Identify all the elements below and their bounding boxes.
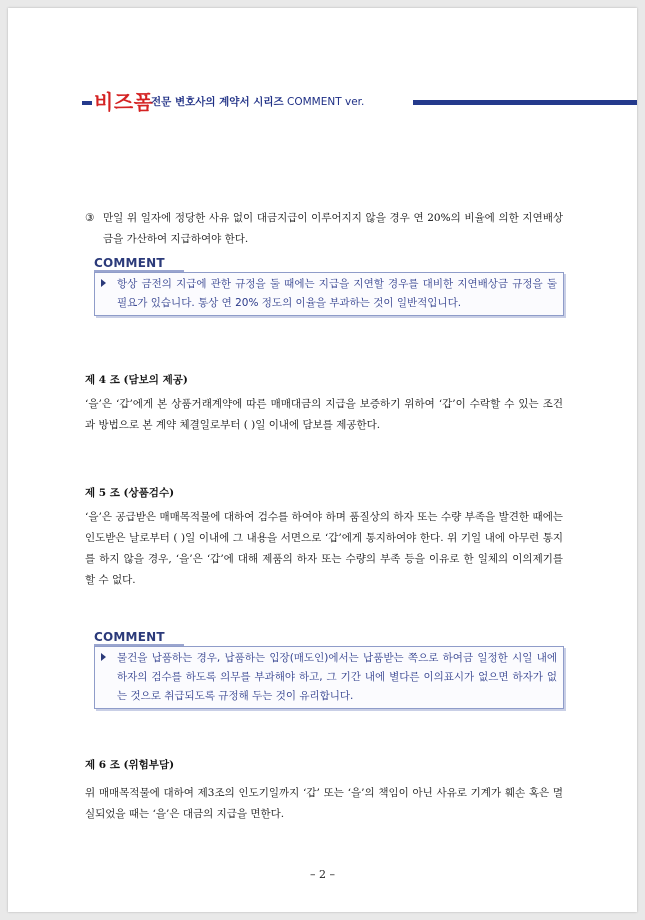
comment-box-1 xyxy=(94,256,564,316)
article-5-text: ‘을’은 공급받은 매매목적물에 대하여 검수를 하여야 하며 품질상의 하자 또는 수량 부족을 발견한 때에는 인도받은 날로부터 ( )일 이내에 그 내용을 서면으로 ‘갑’에게 통지하여야 한다. 위 기일 내에 아무런 통지를 하지 않을 경우, ‘을’은 ‘갑’에 대해 제품의 하자 또는 수량의 부족 등을 이유로 한 일체의 이의제기를 할 수 없다. xyxy=(85,511,563,586)
clause-item-number: ③ xyxy=(85,212,95,224)
clause-item-text: 만일 위 일자에 정당한 사유 없이 대금지급이 이루어지지 않을 경우 연 20%의 비율에 의한 지연배상금을 가산하여 지급하여야 한다. xyxy=(103,212,563,245)
clause-item-3 xyxy=(85,208,563,250)
comment-box-2 xyxy=(94,630,564,709)
comment-body xyxy=(94,272,564,316)
document-page xyxy=(8,8,637,912)
series-title xyxy=(151,95,364,109)
article-6-body xyxy=(85,783,563,825)
page-number: – 2 – xyxy=(310,868,335,881)
article-5-body xyxy=(85,507,563,591)
article-5-heading: 제 5 조 (상품검수) xyxy=(85,487,175,499)
article-4-heading: 제 4 조 (담보의 제공) xyxy=(85,374,188,386)
comment-label: COMMENT xyxy=(94,256,564,270)
article-6-text: 위 매매목적물에 대하여 제3조의 인도기일까지 ‘갑’ 또는 ‘을’의 책임이 아닌 사유로 기계가 훼손 혹은 멸실되었을 때는 ‘을’은 대금의 지급을 면한다. xyxy=(85,787,563,820)
comment-text: 항상 금전의 지급에 관한 규정을 둘 때에는 지급을 지연할 경우를 대비한 지연배상금 규정을 둘 필요가 있습니다. 통상 연 20% 정도의 이율을 부과하는 것이 일반적입니다. xyxy=(117,278,557,309)
triangle-bullet-icon xyxy=(101,653,106,661)
header-rule-left xyxy=(82,101,92,105)
article-6-heading: 제 6 조 (위험부담) xyxy=(85,759,175,771)
comment-label: COMMENT xyxy=(94,630,564,644)
series-title-text: 전문 변호사의 계약서 시리즈 xyxy=(151,96,284,108)
series-suffix: COMMENT ver. xyxy=(287,96,365,108)
brand-logo: 비즈폼 xyxy=(94,90,154,114)
comment-text: 물건을 납품하는 경우, 납품하는 입장(매도인)에서는 납품받는 쪽으로 하여금 일정한 시일 내에 하자의 검수를 하도록 의무를 부과해야 하고, 그 기간 내에 별다른 이의표시가 없으면 하자가 없는 것으로 취급되도록 규정해 두는 것이 유리합니다. xyxy=(117,652,557,702)
article-4-body xyxy=(85,394,563,436)
header-rule-right xyxy=(413,100,637,105)
article-4-text: ‘을’은 ‘갑’에게 본 상품거래계약에 따른 매매대금의 지급을 보증하기 위하여 ‘갑’이 수락할 수 있는 조건과 방법으로 본 계약 체결일로부터 ( )일 이내에 담보를 제공한다. xyxy=(85,398,563,431)
comment-body xyxy=(94,646,564,709)
page-header xyxy=(8,90,637,114)
triangle-bullet-icon xyxy=(101,279,106,287)
